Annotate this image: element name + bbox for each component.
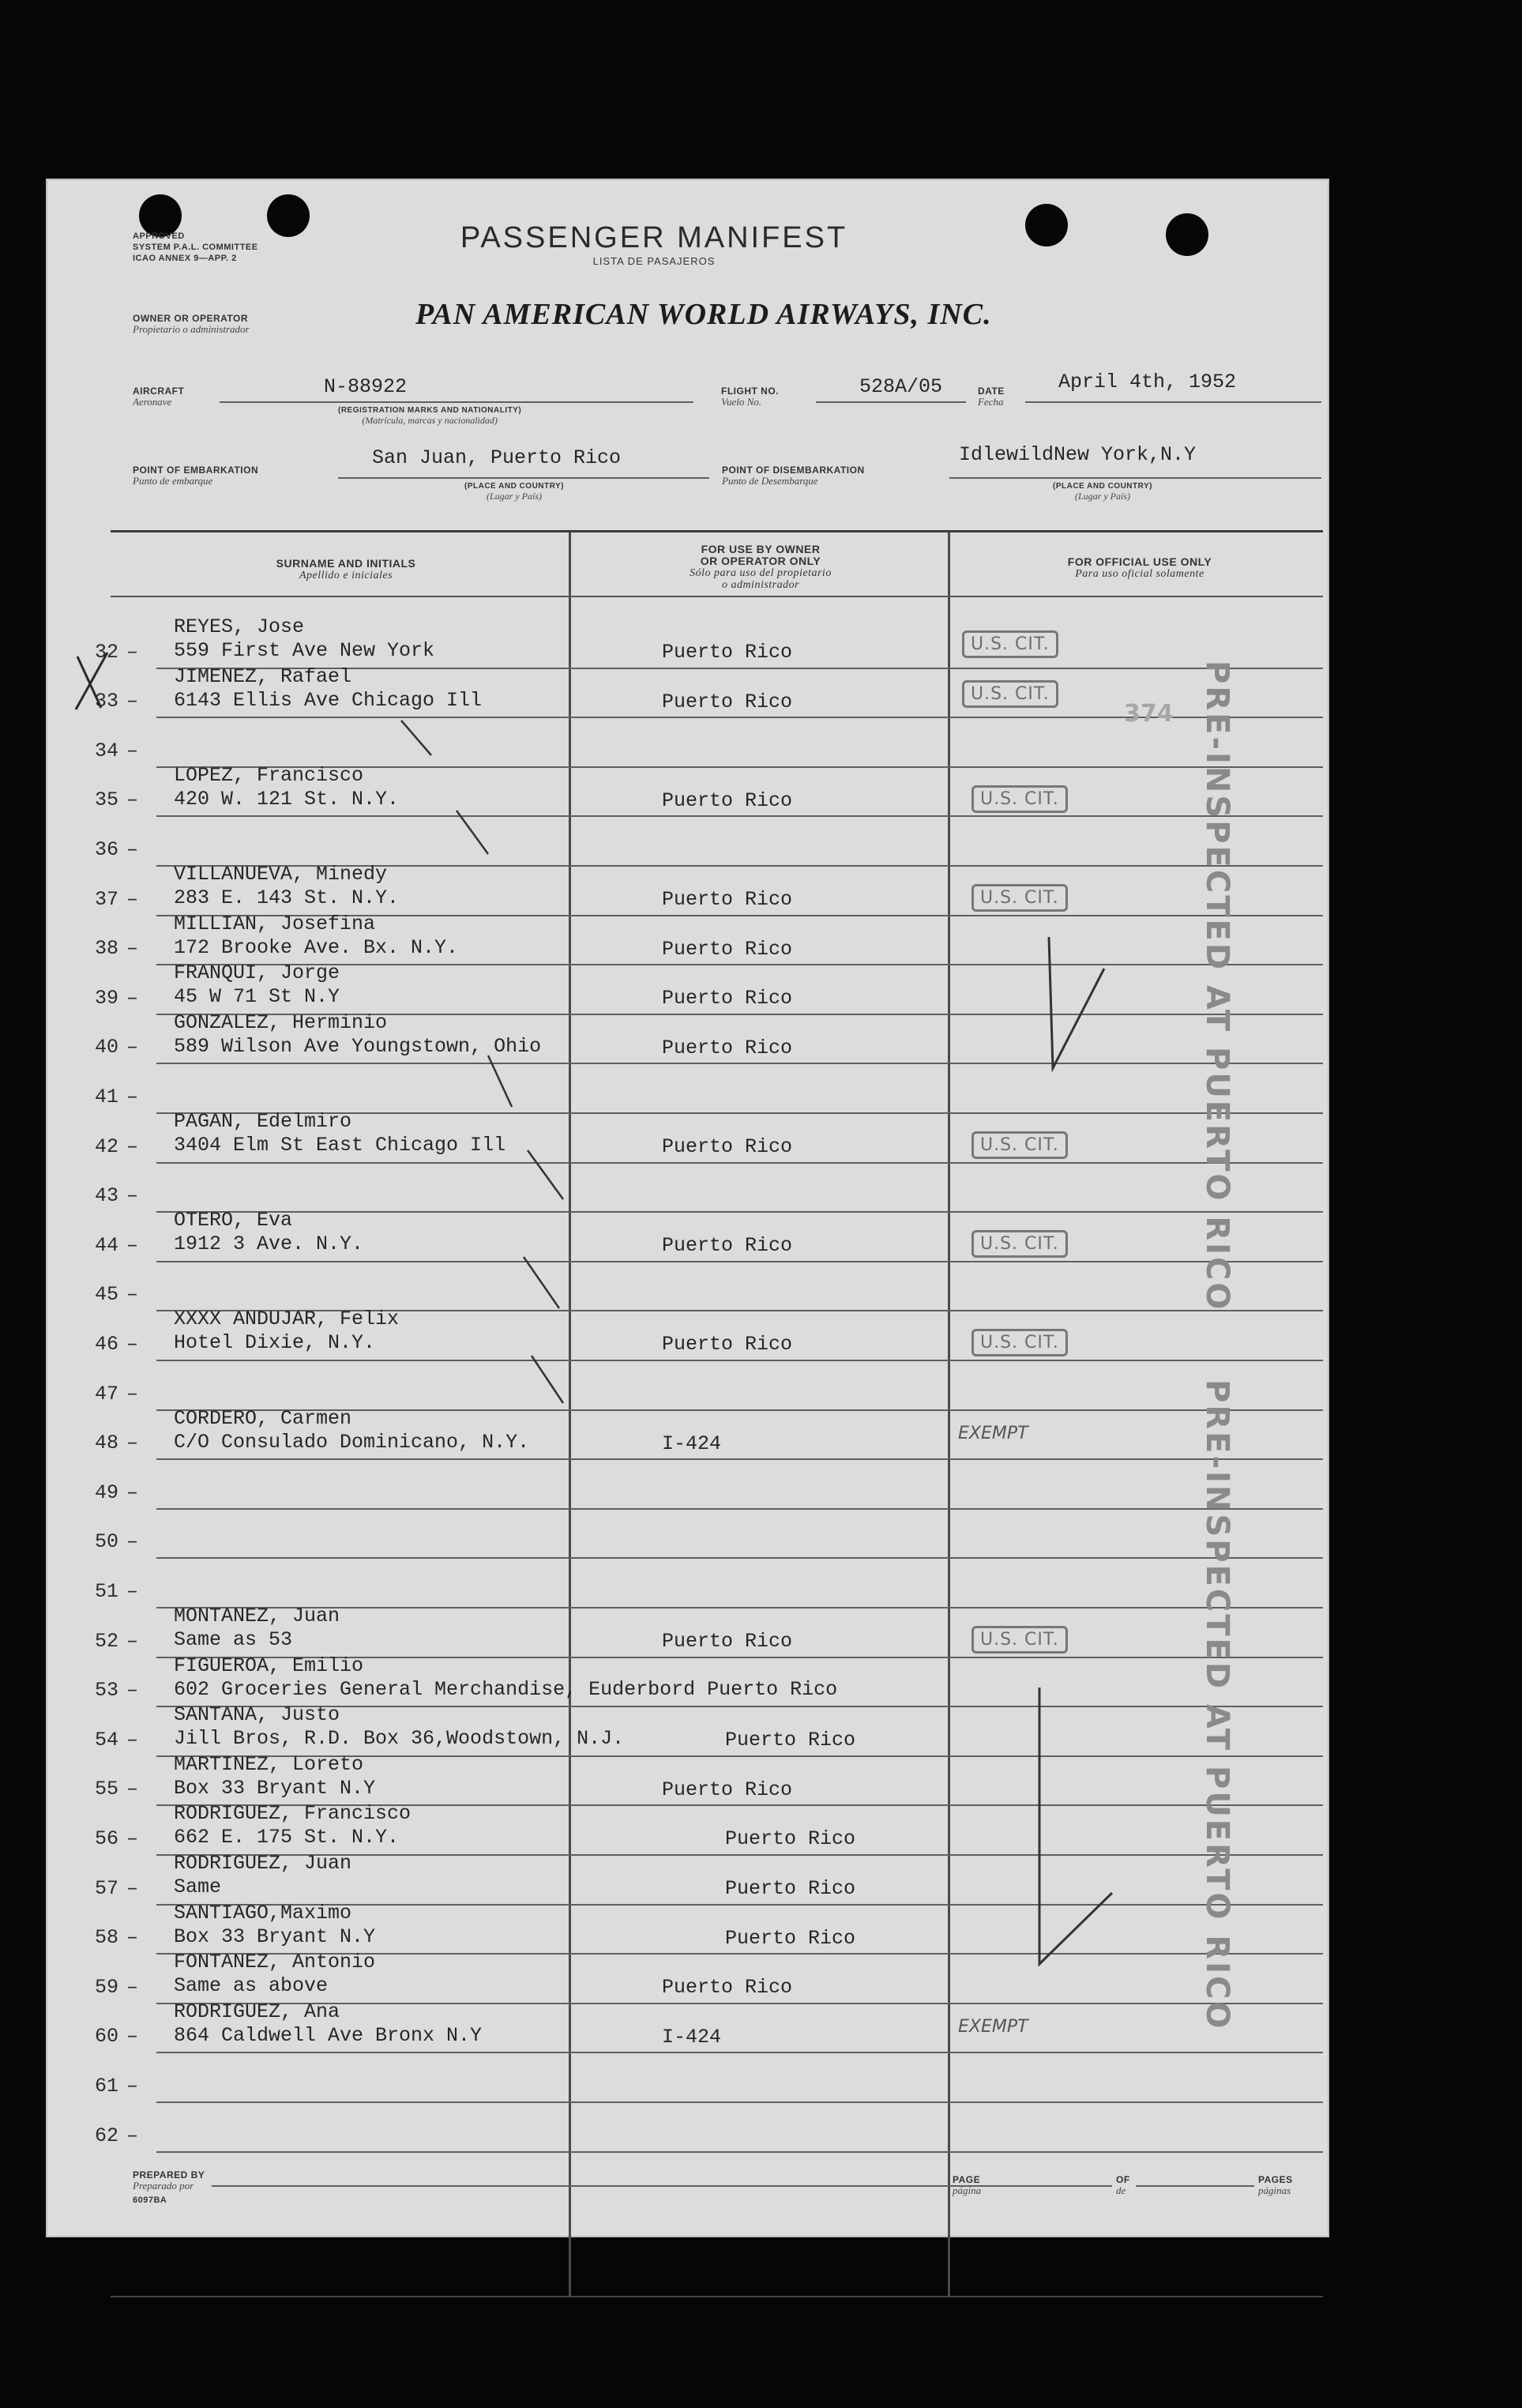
passenger-address: Jill Bros, R.D. Box 36,Woodstown, N.J.: [174, 1727, 625, 1751]
passenger-address: C/O Consulado Dominicano, N.Y.: [174, 1430, 530, 1454]
row-number-dash: –: [126, 1184, 139, 1208]
row-number-dash: –: [126, 1679, 139, 1703]
row-number-dash: –: [126, 1629, 139, 1653]
embark-caption: (PLACE AND COUNTRY): [464, 482, 564, 491]
pen-stroke: [532, 1356, 563, 1403]
date-value: April 4th, 1952: [1058, 371, 1237, 393]
row-number-dash: –: [126, 690, 139, 713]
citizenship-stamp: U.S. CIT.: [962, 680, 1058, 708]
approval-line: ICAO ANNEX 9—APP. 2: [133, 254, 237, 263]
owner-column-value: Puerto Rico: [662, 1036, 793, 1059]
row-number: 58: [95, 1926, 119, 1950]
citizenship-stamp: U.S. CIT.: [971, 1131, 1068, 1159]
passenger-address: Hotel Dixie, N.Y.: [174, 1331, 376, 1355]
row-number: 59: [95, 1975, 119, 1999]
row-number: 46: [95, 1332, 119, 1356]
form-number: 6097BA: [133, 2195, 167, 2205]
passenger-name: RODRIGUEZ, Ana: [174, 2000, 340, 2023]
passenger-name: FONTANEZ, Antonio: [174, 1951, 376, 1974]
page-label: PAGE: [953, 2174, 981, 2185]
passenger-name: RODRIGUEZ, Francisco: [174, 1802, 412, 1826]
page-label-block: [953, 2174, 981, 2196]
owner-column-value: Puerto Rico: [662, 1778, 793, 1801]
owner-column-value: Puerto Rico: [725, 1827, 856, 1851]
row-number-dash: –: [126, 1085, 139, 1108]
row-number: 34: [95, 739, 119, 762]
embark-value: San Juan, Puerto Rico: [372, 446, 622, 469]
embark-label-es: Punto de embarque: [133, 475, 213, 487]
passenger-address: Same as 53: [174, 1628, 293, 1651]
row-number-dash: –: [126, 986, 139, 1010]
pages-label: PAGES: [1258, 2174, 1293, 2185]
row-number: 62: [95, 2124, 119, 2147]
citizenship-stamp: U.S. CIT.: [971, 1230, 1068, 1258]
of-label: OF: [1116, 2174, 1130, 2185]
row-number-dash: –: [126, 2025, 139, 2049]
owner-column-value: Puerto Rico: [662, 788, 793, 812]
passenger-address: Same: [174, 1876, 222, 1898]
row-number-dash: –: [126, 2074, 139, 2098]
passenger-address: 864 Caldwell Ave Bronx N.Y: [174, 2023, 483, 2047]
passenger-name: MONTANEZ, Juan: [174, 1605, 340, 1627]
approval-line: SYSTEM P.A.L. COMMITTEE: [133, 243, 258, 252]
row-number: 48: [95, 1432, 119, 1455]
row-number-dash: –: [126, 1332, 139, 1356]
aircraft-value: N-88922: [324, 375, 408, 398]
prepared-by-label-es: Preparado por: [133, 2180, 194, 2192]
passenger-name: SANTANA, Justo: [174, 1703, 340, 1727]
row-number-dash: –: [126, 1283, 139, 1307]
of-label-block: [1116, 2174, 1130, 2196]
owner-column-value: Puerto Rico: [662, 937, 793, 961]
row-number-dash: –: [126, 1382, 139, 1405]
row-number: 45: [95, 1283, 119, 1307]
row-number: 44: [95, 1233, 119, 1257]
passenger-name: XXXX ANDUJAR, Felix: [174, 1307, 400, 1331]
faint-number: 374: [1124, 700, 1174, 728]
row-number: 54: [95, 1728, 119, 1751]
pen-stroke: [488, 1055, 512, 1107]
row-number: 60: [95, 2025, 119, 2049]
passenger-address: 172 Brooke Ave. Bx. N.Y.: [174, 935, 459, 959]
row-number-dash: –: [126, 2124, 139, 2147]
column-header-label: OR OPERATOR ONLY: [700, 555, 821, 567]
owner-label: OWNER OR OPERATOR: [133, 313, 249, 324]
row-number: 36: [95, 837, 119, 861]
row-number: 49: [95, 1481, 119, 1504]
pen-stroke: [457, 811, 488, 854]
disembark-caption-es: (Lugar y País): [1074, 491, 1130, 502]
row-number-dash: –: [126, 1728, 139, 1751]
pen-stroke: [524, 1257, 559, 1308]
flight-label: FLIGHT NO.: [721, 386, 779, 397]
owner-column-value: Puerto Rico: [662, 987, 793, 1010]
of-line: [1136, 2185, 1254, 2187]
row-number-dash: –: [126, 739, 139, 762]
citizenship-stamp: U.S. CIT.: [971, 1626, 1068, 1654]
aircraft-caption: (REGISTRATION MARKS AND NATIONALITY): [338, 406, 522, 415]
row-number: 38: [95, 937, 119, 961]
row-number-dash: –: [126, 1926, 139, 1950]
passenger-name: GONZALEZ, Herminio: [174, 1010, 388, 1034]
passenger-name: MILLIAN, Josefina: [174, 912, 376, 935]
passenger-address: Box 33 Bryant N.Y: [174, 1925, 376, 1948]
row-number: 43: [95, 1184, 119, 1208]
aircraft-caption-es: (Matrícula, marcas y nacionalidad): [362, 415, 498, 426]
row-number: 56: [95, 1827, 119, 1850]
row-number-dash: –: [126, 1975, 139, 1999]
date-label: DATE: [978, 386, 1005, 397]
exempt-stamp: EXEMPT: [958, 1423, 1028, 1443]
row-number-dash: –: [126, 1530, 139, 1554]
page-line: [994, 2185, 1112, 2187]
row-number-dash: –: [126, 837, 139, 861]
embark-caption-es: (Lugar y País): [486, 491, 542, 502]
owner-column-value: Puerto Rico: [662, 641, 793, 664]
row-number: 37: [95, 887, 119, 911]
date-label-es: Fecha: [978, 396, 1004, 408]
owner-column-value: Puerto Rico: [662, 690, 793, 713]
citizenship-stamp: U.S. CIT.: [962, 630, 1058, 658]
page-label-es: página: [953, 2184, 982, 2196]
row-number: 35: [95, 788, 119, 812]
prepared-by-label: PREPARED BY: [133, 2169, 205, 2180]
passenger-address: 589 Wilson Ave Youngstown, Ohio: [174, 1034, 542, 1058]
passenger-address: 1912 3 Ave. N.Y.: [174, 1232, 364, 1256]
passenger-name: OTERO, Eva: [174, 1209, 293, 1232]
passenger-name: VILLANUEVA, Minedy: [174, 863, 388, 886]
owner-column-value: I-424: [662, 1432, 722, 1455]
flight-label-es: Vuelo No.: [721, 396, 762, 408]
passenger-name: MARTINEZ, Loreto: [174, 1752, 364, 1776]
row-number: 47: [95, 1382, 119, 1405]
row-number: 57: [95, 1876, 119, 1900]
citizenship-stamp: U.S. CIT.: [971, 1329, 1068, 1356]
row-number-dash: –: [126, 1036, 139, 1059]
row-number: 41: [95, 1085, 119, 1108]
passenger-name: CORDERO, Carmen: [174, 1406, 352, 1430]
company-name: PAN AMERICAN WORLD AIRWAYS, INC.: [415, 298, 992, 331]
aircraft-label-es: Aeronave: [133, 396, 172, 408]
row-number-dash: –: [126, 1778, 139, 1801]
exempt-stamp: EXEMPT: [958, 2016, 1028, 2037]
owner-column-value: Puerto Rico: [662, 1234, 793, 1258]
passenger-address: 3404 Elm St East Chicago Ill: [174, 1134, 506, 1157]
pen-stroke: [528, 1150, 563, 1199]
column-header-label: SURNAME AND INITIALS: [276, 557, 416, 570]
pen-marks: [46, 179, 1329, 2237]
row-number: 39: [95, 986, 119, 1010]
passenger-address: 283 E. 143 St. N.Y.: [174, 886, 400, 909]
cross-mark: [76, 653, 107, 709]
preinspected-stamp: PRE-INSPECTED AT PUERTO RICO: [1199, 660, 1235, 1312]
passenger-name: FIGUEROA, Emilio: [174, 1654, 364, 1677]
owner-column-value: Puerto Rico: [725, 1926, 856, 1950]
passenger-name: REYES, Jose: [174, 615, 305, 638]
citizenship-stamp: U.S. CIT.: [971, 884, 1068, 912]
row-number-dash: –: [126, 937, 139, 961]
row-number-dash: –: [126, 1876, 139, 1900]
row-number: 33: [95, 690, 119, 713]
row-number: 51: [95, 1579, 119, 1603]
passenger-address: Box 33 Bryant N.Y: [174, 1776, 376, 1800]
column-header-label-es: Apellido e iniciales: [299, 570, 393, 581]
row-number-dash: –: [126, 640, 139, 664]
owner-column-value: Puerto Rico: [662, 1630, 793, 1653]
row-number-dash: –: [126, 1481, 139, 1504]
row-number: 55: [95, 1778, 119, 1801]
check-mark: [1039, 1687, 1112, 1964]
passenger-address: 420 W. 121 St. N.Y.: [174, 787, 400, 811]
page-subtitle: LISTA DE PASAJEROS: [592, 255, 716, 267]
column-header-label-es: Sólo para uso del propietario: [690, 567, 832, 579]
disembark-caption: (PLACE AND COUNTRY): [1053, 482, 1152, 491]
passenger-address: 662 E. 175 St. N.Y.: [174, 1826, 400, 1849]
owner-column-value: Puerto Rico: [725, 1877, 856, 1900]
row-number-dash: –: [126, 887, 139, 911]
check-mark: [1049, 937, 1104, 1068]
owner-column-value: Puerto Rico: [662, 888, 793, 911]
prepared-by-line: [212, 2185, 1002, 2187]
row-number-dash: –: [126, 1233, 139, 1257]
disembark-label-es: Punto de Desembarque: [722, 475, 818, 487]
passenger-name: LOPEZ, Francisco: [174, 763, 364, 787]
passenger-address: 559 First Ave New York: [174, 639, 435, 662]
row-number-dash: –: [126, 1432, 139, 1455]
footer-rule: [111, 2296, 1323, 2297]
row-number: 42: [95, 1134, 119, 1158]
passenger-name: JIMENEZ, Rafael: [174, 664, 352, 688]
flight-value: 528A/05: [859, 375, 943, 398]
row-number-dash: –: [126, 788, 139, 812]
page-title: PASSENGER MANIFEST: [460, 221, 848, 254]
pages-label-es: páginas: [1258, 2184, 1291, 2196]
column-header-label: FOR OFFICIAL USE ONLY: [1067, 555, 1212, 568]
passenger-address: 45 W 71 St N.Y: [174, 985, 340, 1009]
column-header-label-es: o administrador: [721, 579, 800, 591]
manifest-sheet: [46, 179, 1329, 2237]
row-number: 53: [95, 1679, 119, 1703]
disembark-value: IdlewildNew York,N.Y: [959, 443, 1197, 466]
owner-column-value: I-424: [662, 2025, 722, 2049]
row-number: 50: [95, 1530, 119, 1554]
row-number-dash: –: [126, 1827, 139, 1850]
owner-column-value: Puerto Rico: [662, 1976, 793, 2000]
column-header-label: FOR USE BY OWNER: [701, 543, 821, 555]
citizenship-stamp: U.S. CIT.: [971, 785, 1068, 813]
column-header-label-es: Para uso oficial solamente: [1075, 568, 1204, 580]
row-number: 52: [95, 1629, 119, 1653]
prepared-by-block: [133, 2169, 205, 2206]
row-number-dash: –: [126, 1134, 139, 1158]
owner-label-es: Propietario o administrador: [133, 323, 250, 335]
passenger-address: Same as above: [174, 1974, 329, 1998]
owner-column-value: Puerto Rico: [662, 1333, 793, 1356]
row-number: 40: [95, 1036, 119, 1059]
passenger-name: SANTIAGO,Maximo: [174, 1901, 352, 1925]
row-number: 61: [95, 2074, 119, 2098]
preinspected-stamp: PRE-INSPECTED AT PUERTO RICO: [1199, 1379, 1235, 2031]
passenger-name: PAGAN, Edelmiro: [174, 1110, 352, 1133]
pen-stroke: [401, 721, 431, 755]
of-label-es: de: [1116, 2184, 1126, 2196]
row-number-dash: –: [126, 1579, 139, 1603]
pages-label-block: [1258, 2174, 1293, 2196]
embark-label: POINT OF EMBARKATION: [133, 465, 259, 476]
row-number: 32: [95, 640, 119, 664]
passenger-address: 602 Groceries General Merchandise, Euderbord Puerto Rico: [174, 1677, 838, 1701]
owner-column-value: Puerto Rico: [725, 1729, 856, 1752]
owner-column-value: Puerto Rico: [662, 1135, 793, 1158]
disembark-label: POINT OF DISEMBARKATION: [722, 465, 865, 476]
passenger-address: 6143 Ellis Ave Chicago Ill: [174, 688, 483, 712]
passenger-name: RODRIGUEZ, Juan: [174, 1852, 352, 1875]
aircraft-label: AIRCRAFT: [133, 386, 185, 397]
passenger-name: FRANQUI, Jorge: [174, 961, 340, 985]
approval-line: APPROVED: [133, 231, 185, 241]
